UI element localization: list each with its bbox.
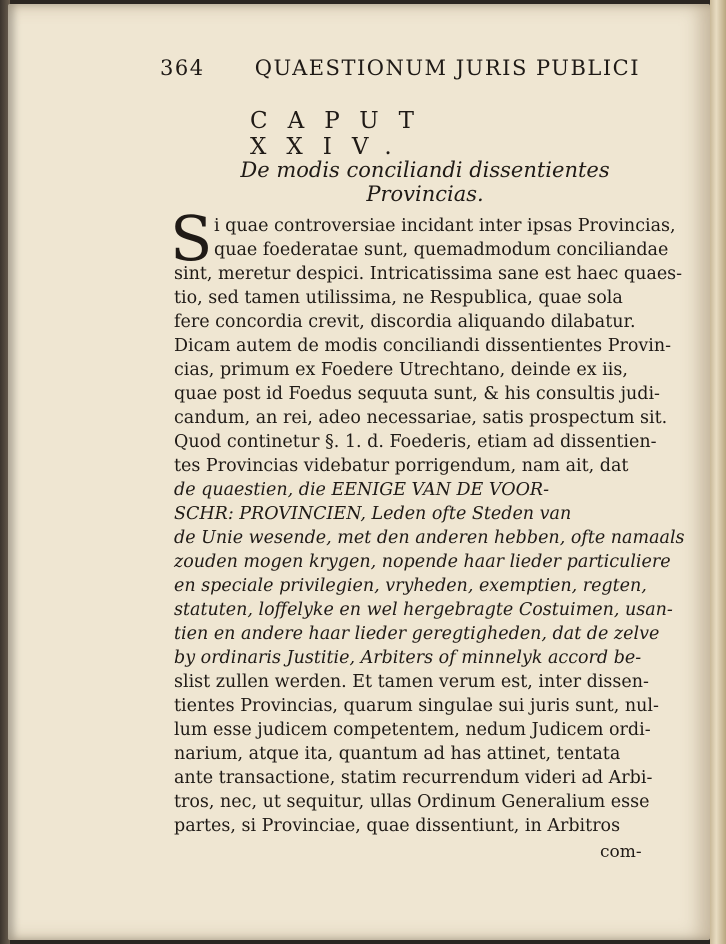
body-line: tros, nec, ut sequitur, ullas Ordinum Generalium esse <box>174 792 650 812</box>
chapter-subtitle: De modis conciliandi dissentientes Provincias. <box>240 158 610 206</box>
body-line: quae post id Foedus sequuta sunt, & his consultis judi- <box>174 384 660 404</box>
body-line: tientes Provincias, quarum singulae sui juris sunt, nul- <box>174 696 659 716</box>
body-line: tien en andere haar lieder geregtigheden, dat de zelve <box>174 624 660 644</box>
body-line: lum esse judicem competentem, nedum Judicem ordi- <box>174 720 651 740</box>
body-line: statuten, loffelyke en wel hergebragte Costuimen, usan- <box>174 600 673 620</box>
page-number: 364 <box>160 56 205 80</box>
body-line: cias, primum ex Foedere Utrechtano, deinde ex iis, <box>174 360 628 380</box>
body-line: slist zullen werden. Et tamen verum est, inter dissen- <box>174 672 649 692</box>
body-line: de Unie wesende, met den anderen hebben, ofte namaals <box>174 528 685 548</box>
book-gutter <box>710 0 726 944</box>
body-line: fere concordia crevit, discordia aliquando dilabatur. <box>174 312 636 332</box>
body-line: tio, sed tamen utilissima, ne Respublica, quae sola <box>174 288 623 308</box>
body-line: en speciale privilegien, vryheden, exemptien, regten, <box>174 576 647 596</box>
body-line: quae foederatae sunt, quemadmodum conciliandae <box>214 240 669 260</box>
catchword: com- <box>600 842 642 862</box>
body-line: partes, si Provinciae, quae dissentiunt, in Arbitros <box>174 816 621 836</box>
body-line: candum, an rei, adeo necessariae, satis prospectum sit. <box>174 408 668 428</box>
body-line: narium, atque ita, quantum ad has attinet, tentata <box>174 744 621 764</box>
body-line: by ordinaris Justitie, Arbiters of minnelyk accord be- <box>174 648 642 668</box>
body-line: Dicam autem de modis conciliandi dissentientes Provin- <box>174 336 672 356</box>
body-line: tes Provincias videbatur porrigendum, nam ait, dat <box>174 456 629 476</box>
body-line: Quod continetur §. 1. d. Foederis, etiam ad dissentien- <box>174 432 657 452</box>
body-line: sint, meretur despici. Intricatissima sane est haec quaes- <box>174 264 683 284</box>
chapter-title: CAPUT XXIV. <box>250 108 435 160</box>
body-line: SCHR: PROVINCIEN, Leden ofte Steden van <box>174 504 572 524</box>
running-header <box>160 56 640 80</box>
drop-cap: S <box>170 202 213 275</box>
body-line: i quae controversiae incidant inter ipsas Provincias, <box>214 216 676 236</box>
body-line: ante transactione, statim recurrendum videri ad Arbi- <box>174 768 653 788</box>
body-line: zouden mogen krygen, nopende haar lieder particuliere <box>174 552 671 572</box>
running-title: QUAESTIONUM JURIS PUBLICI <box>254 56 640 80</box>
body-line: de quaestien, die EENIGE VAN DE VOOR- <box>174 480 550 500</box>
